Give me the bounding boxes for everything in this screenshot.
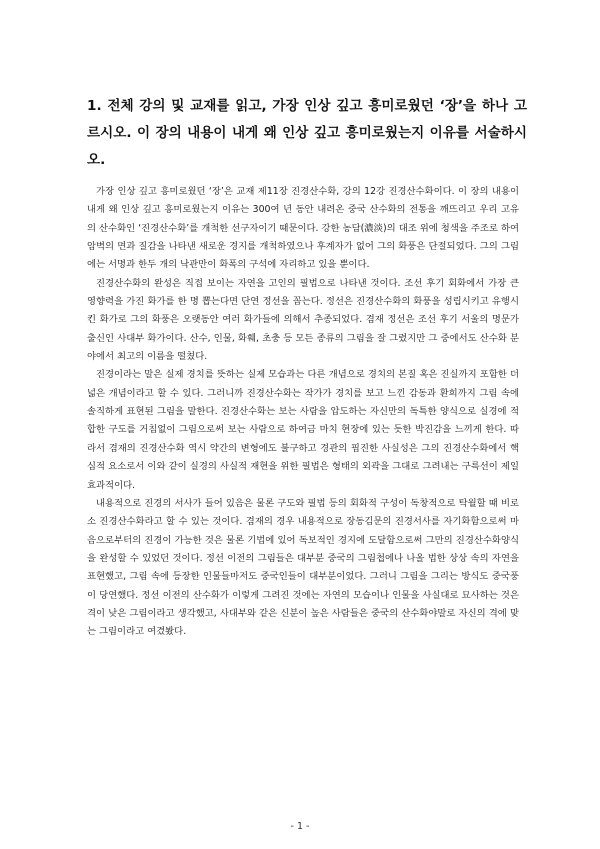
- answer-body: [87, 183, 519, 642]
- page-number: - 1 -: [290, 821, 310, 832]
- paragraph: 진경이라는 말은 실제 경치를 뜻하는 실제 모습과는 다른 개념으로 경치의 본질 혹은 진실까지 포함한 더 넓은 개념이라고 할 수 있다. 그러니까 진경산수화는 작가가 경치를 보고 느낀 감동과 환희까지 그림 속에 솔직하게 표현된 그림을 말한다. 진경산수화는 보는 사람을 압도하는 자신만의 독특한 양식으로 실경에 적합한 구도를 거침없이 그림으로써 보는 사람으로 하여금 마치 현장에 있는 듯한 박진감을 느끼게 한다. 따라서 겸재의 진경산수화 역시 약간의 변형에도 불구하고 경관의 핍진한 사실성은 그의 진경산수화에서 핵심적 요소로서 이와 같이 실경의 사실적 재현을 위한 필법은 형태의 외곽을 그대로 그려내는 구륵선이 제일 효과적이다.: [87, 369, 519, 491]
- paragraph: 내용적으로 진경의 서사가 들어 있음은 물론 구도와 필법 등의 회화적 구성이 독창적으로 탁월할 때 비로소 진경산수화라고 할 수 있는 것이다. 겸재의 경우 내용적으로 장동김문의 진경서사를 자기화함으로써 마음으로부터의 진경이 가능한 것은 물론 기법에 있어 독보적인 경지에 도달함으로써 그만의 진경산수화양식을 완성할 수 있었던 것이다. 정선 이전의 그림들은 대부분 중국의 그림첩에나 나올 법한 상상 속의 자연을 표현했고, 그림 속에 등장한 인물들마저도 중국인들이 대부분이었다. 그러니 그림을 그리는 방식도 중국풍이 당연했다. 정선 이전의 산수화가 이렇게 그려진 것에는 자연의 모습이나 인물을 사실대로 묘사하는 것은 격이 낮은 그림이라고 생각했고, 사대부와 같은 신분이 높은 사람들은 중국의 산수화야말로 자신의 격에 맞는 그림이라고 여겼봤다.: [87, 497, 519, 638]
- question-heading: 1. 전체 강의 및 교재를 읽고, 가장 인상 깊고 흥미로웠던 ‘장’을 하나 고르시오. 이 장의 내용이 내게 왜 인상 깊고 흥미로웠는지 이유를 서술하시오.: [87, 98, 527, 168]
- paragraph: 진경산수화의 완성은 직접 보이는 자연을 고인의 필법으로 나타낸 것이다. 조선 후기 회화에서 가장 큰 영향력을 가진 화가를 한 명 뽑는다면 단연 정선을 꼽는다. 정선은 진경산수화의 화풍을 성립시키고 유행시킨 화가로 그의 화풍은 오랫동안 여러 화가들에 의해서 추종되었다. 겸재 정선은 조선 후기 서울의 명문가 출신인 사대부 화가이다. 산수, 인물, 화훼, 초충 등 모든 종류의 그림을 잘 그렸지만 그 중에서도 산수화 분야에서 최고의 이름을 떨쳤다.: [87, 277, 519, 363]
- paragraph: 가장 인상 깊고 흥미로웠던 ‘장’은 교재 제11장 진경산수화, 강의 12강 진경산수화이다. 이 장의 내용이 내게 왜 인상 깊고 흥미로웠는지 이유는 300여 년 동안 내려온 중국 산수화의 전통을 깨뜨리고 우리 고유의 산수화인 ‘진경산수화’를 개척한 선구자이기 때문이다. 강한 농담(濃淡)의 대조 위에 청색을 주조로 하여 암벽의 면과 질감을 나타낸 새로운 경지를 개척하였으나 후계자가 없어 그의 화풍은 단절되었다. 그의 그림에는 서명과 한두 개의 낙관만이 화폭의 구석에 자리하고 있을 뿐이다.: [87, 186, 519, 271]
